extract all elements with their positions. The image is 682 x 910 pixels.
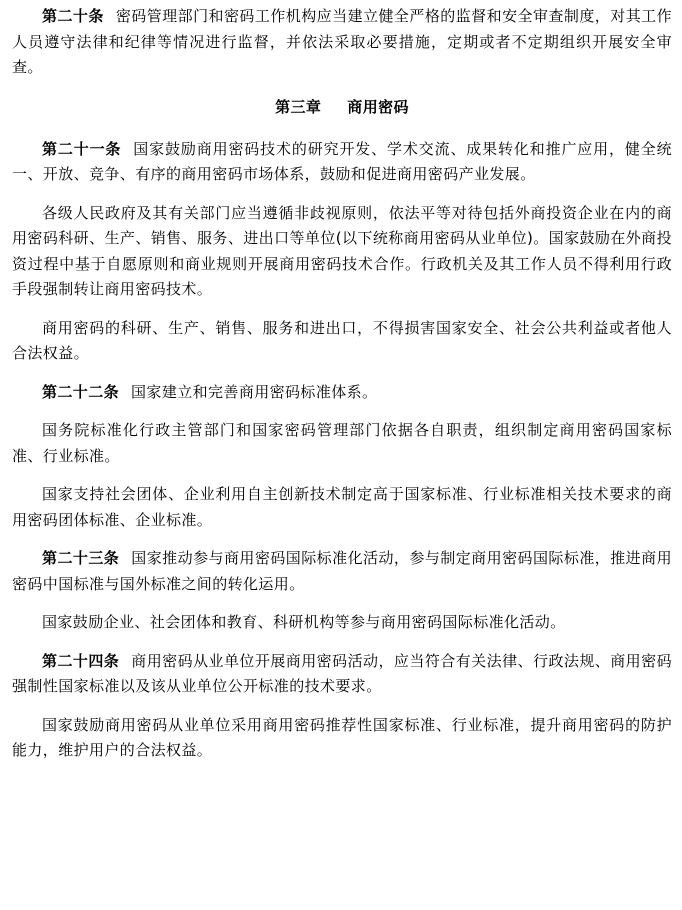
article-23-paragraph-2: 国家鼓励企业、社会团体和教育、科研机构等参与商用密码国际标准化活动。 [42, 613, 566, 631]
article-22 [12, 380, 672, 406]
article-22-paragraph-3: 国家支持社会团体、企业利用自主创新技术制定高于国家标准、行业标准相关技术要求的商用密码团体标准、企业标准。 [12, 485, 672, 529]
article-text: 商用密码从业单位开展商用密码活动，应当符合有关法律、行政法规、商用密码强制性国家标准以及该从业单位公开标准的技术要求。 [12, 651, 672, 695]
article-21 [12, 137, 672, 188]
article-24-paragraph-2: 国家鼓励商用密码从业单位采用商用密码推荐性国家标准、行业标准，提升商用密码的防护能力，维护用户的合法权益。 [12, 715, 672, 759]
article-number: 第二十四条 [42, 651, 120, 670]
chapter-heading [12, 95, 672, 120]
chapter-number: 第三章 [275, 97, 322, 116]
article-number: 第二十三条 [42, 549, 120, 567]
article-22-paragraph-2: 国务院标准化行政主管部门和国家密码管理部门依据各自职责，组织制定商用密码国家标准、行业标准。 [12, 421, 672, 465]
article-text: 国家建立和完善商用密码标准体系。 [131, 382, 378, 401]
article-text: 国家推动参与商用密码国际标准化活动，参与制定商用密码国际标准，推进商用密码中国标准与国外标准之间的转化运用。 [12, 549, 672, 593]
article-text: 国家鼓励商用密码技术的研究开发、学术交流、成果转化和推广应用，健全统一、开放、竞争、有序的商用密码市场体系，鼓励和促进商用密码产业发展。 [12, 139, 672, 183]
article-text: 密码管理部门和密码工作机构应当建立健全严格的监督和安全审查制度，对其工作人员遵守法律和纪律等情况进行监督，并依法采取必要措施，定期或者不定期组织开展安全审查。 [12, 7, 672, 76]
article-21-paragraph-3: 商用密码的科研、生产、销售、服务和进出口，不得损害国家安全、社会公共利益或者他人合法权益。 [12, 318, 672, 362]
article-number: 第二十条 [42, 7, 104, 25]
article-23 [12, 546, 672, 597]
article-number: 第二十一条 [42, 139, 122, 158]
article-number: 第二十二条 [42, 382, 120, 401]
article-21-paragraph-2: 各级人民政府及其有关部门应当遵循非歧视原则，依法平等对待包括外商投资企业在内的商用密码科研、生产、销售、服务、进出口等单位(以下统称商用密码从业单位)。国家鼓励在外商投资过程中基于自愿原则和商业规则开展商用密码技术合作。行政机关及其工作人员不得利用行政手段强制转让商用密码技术。 [12, 203, 672, 298]
article-24 [12, 649, 672, 700]
article-20 [12, 4, 672, 81]
chapter-title: 商用密码 [347, 97, 409, 116]
